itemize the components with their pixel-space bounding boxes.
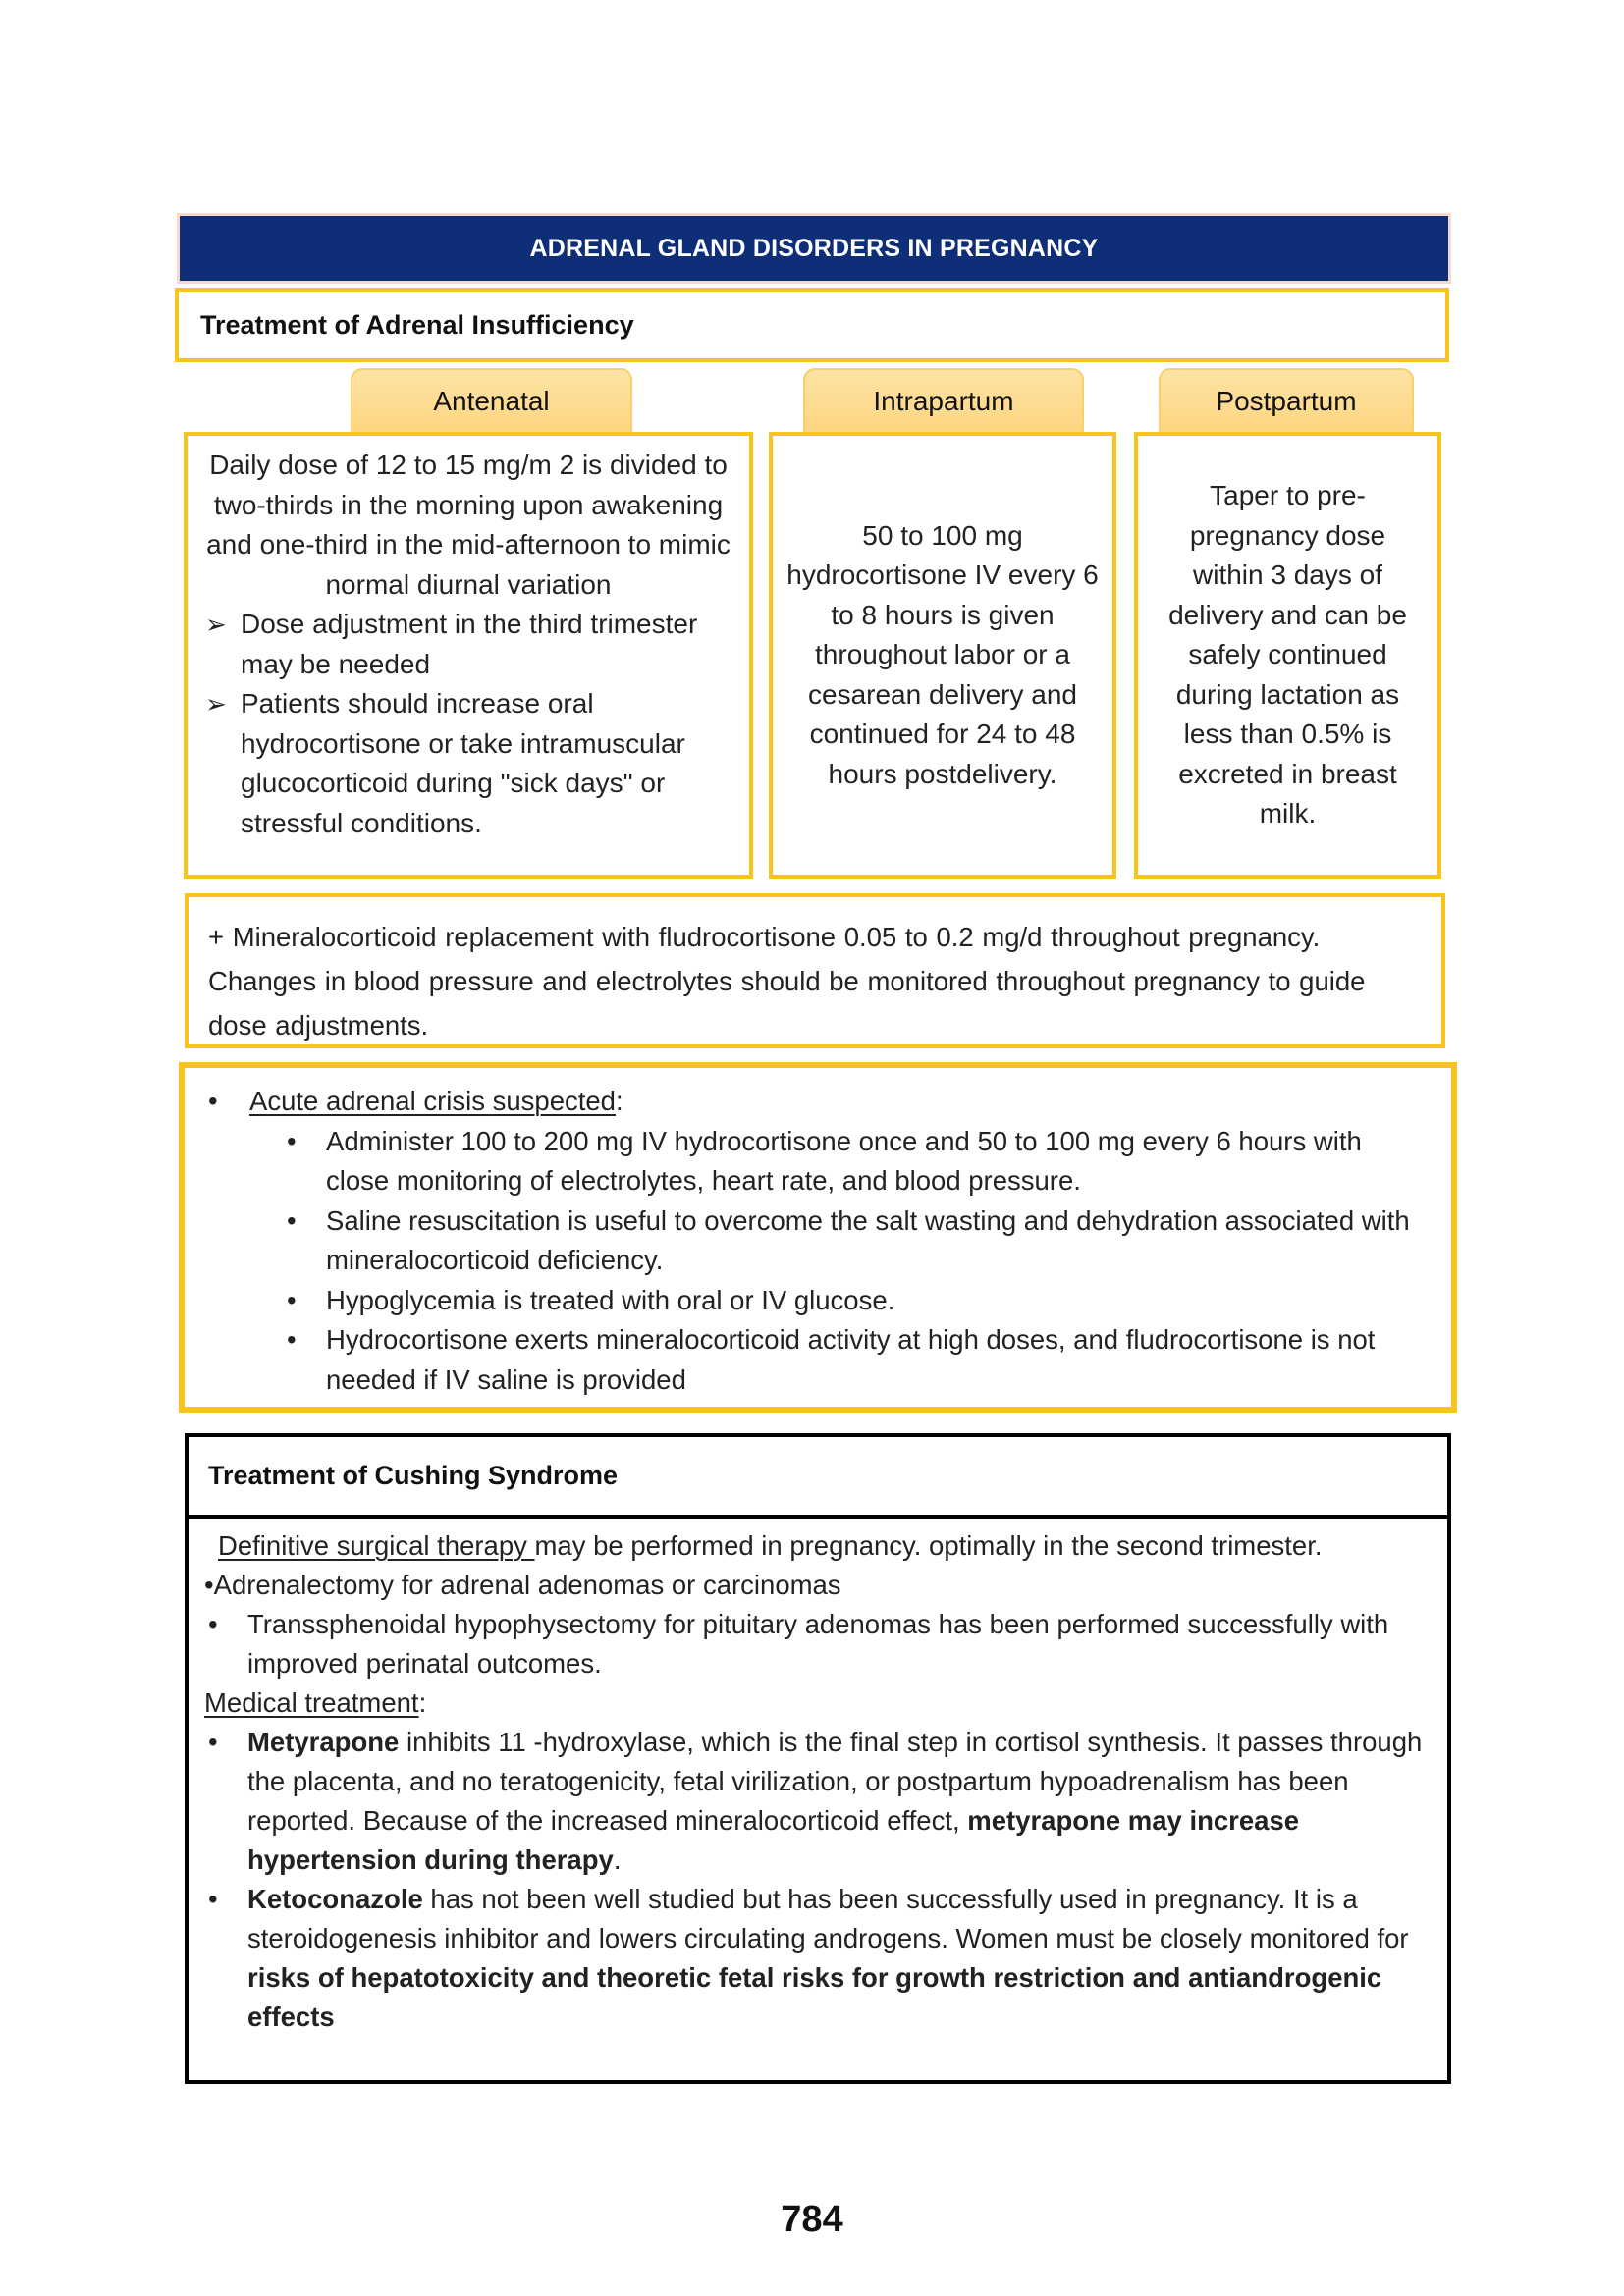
antenatal-box <box>184 432 753 879</box>
antenatal-bullet-text: Patients should increase oral hydrocortisone or take intramuscular glucocorticoid during "sick days" or stressful conditions. <box>241 688 685 838</box>
cushing-body <box>189 1519 1447 2037</box>
mineralocorticoid-note <box>185 893 1445 1048</box>
antenatal-text: Daily dose of 12 to 15 mg/m 2 is divided to two-thirds in the morning upon awakening and one-third in the mid-afternoon to mimic normal diurnal variation <box>206 450 731 600</box>
antenatal-bullet-text: Dose adjustment in the third trimester may be needed <box>241 609 698 679</box>
medical-colon: : <box>418 1687 427 1718</box>
cushing-header <box>189 1437 1447 1519</box>
medical-item-text <box>247 1723 1430 1880</box>
section-title: Treatment of Adrenal Insufficiency <box>200 309 634 340</box>
surgical-item <box>204 1605 1430 1683</box>
antenatal-bullet <box>203 605 733 684</box>
bullet-icon: • <box>208 1727 218 1757</box>
drug-text: inhibits 11 -hydroxylase, which is the final step in cortisol synthesis. It passes through the placenta, and no teratogenicity, fetal virilization, or postpartum hypoadrenalism has been reported. Because of the increased mineralocorticoid effect, <box>247 1727 1423 1836</box>
surgical-item: •Adrenalectomy for adrenal adenomas or carcinomas <box>204 1570 841 1600</box>
tab-antenatal: Antenatal <box>351 368 632 433</box>
bullet-icon: • <box>287 1125 297 1156</box>
list-item-text: Administer 100 to 200 mg IV hydrocortisone once and 50 to 100 mg every 6 hours with close monitoring of electrolytes, heart rate, and blood pressure. <box>326 1125 1362 1196</box>
cushing-title: Treatment of Cushing Syndrome <box>208 1461 619 1490</box>
postpartum-box <box>1134 432 1441 879</box>
list-item <box>281 1201 1432 1281</box>
acute-crisis-box <box>179 1062 1457 1413</box>
list-item <box>281 1320 1432 1400</box>
drug-end: . <box>613 1844 622 1875</box>
antenatal-bullet <box>203 684 733 843</box>
drug-text: has not been well studied but has been successfully used in pregnancy. It is a steroidogenesis inhibitor and lowers circulating androgens. Women must be closely monitored for <box>247 1884 1409 1953</box>
tab-intrapartum: Intrapartum <box>803 368 1084 433</box>
medical-item <box>204 1880 1430 2037</box>
acute-crisis-list <box>281 1122 1432 1401</box>
list-item <box>281 1281 1432 1321</box>
banner-inner <box>180 216 1448 281</box>
intrapartum-box <box>769 432 1116 879</box>
arrow-bullet-icon: ➢ <box>205 689 227 719</box>
medical-heading <box>204 1683 1430 1723</box>
medical-item-text <box>247 1880 1430 2037</box>
intrapartum-text: 50 to 100 mg hydrocortisone IV every 6 to 8 hours is given throughout labor or a cesarean delivery and continued for 24 to 48 hours postdelivery. <box>786 519 1099 789</box>
surgical-item-text: Transsphenoidal hypophysectomy for pituitary adenomas has been performed successfully with improved perinatal outcomes. <box>247 1609 1389 1679</box>
surgical-label: Definitive surgical therapy <box>218 1530 535 1561</box>
bullet-icon: • <box>208 1609 218 1639</box>
page-banner <box>177 213 1451 284</box>
surgical-text: may be performed in pregnancy. optimally in the second trimester. <box>534 1530 1323 1561</box>
list-item-text: Hydrocortisone exerts mineralocorticoid activity at high doses, and fludrocortisone is not needed if IV saline is provided <box>326 1324 1376 1395</box>
page-number: 784 <box>781 2199 843 2240</box>
bullet-icon: • <box>287 1204 297 1236</box>
surgical-paragraph <box>204 1526 1430 1566</box>
drug-name: Ketoconazole <box>247 1884 423 1914</box>
bullet-icon: • <box>287 1324 297 1355</box>
list-item <box>281 1122 1432 1201</box>
adrenal-insufficiency-header <box>175 288 1449 362</box>
bullet-icon: • <box>208 1086 218 1116</box>
medical-label: Medical treatment <box>204 1687 419 1718</box>
banner-title: ADRENAL GLAND DISORDERS IN PREGNANCY <box>529 234 1099 262</box>
tab-postpartum: Postpartum <box>1159 368 1414 433</box>
postpartum-text: Taper to pre-pregnancy dose within 3 days of delivery and can be safely continued during lactation as less than 0.5% is excreted in breast milk. <box>1168 480 1407 829</box>
mineralocorticoid-text: + Mineralocorticoid replacement with fludrocortisone 0.05 to 0.2 mg/d throughout pregnancy. Changes in blood pressure and electrolytes should be monitored throughout pregnancy to guide dose adjustments. <box>208 922 1366 1041</box>
acute-crisis-heading-text: Acute adrenal crisis suspected <box>249 1086 616 1116</box>
arrow-bullet-icon: ➢ <box>205 610 227 639</box>
acute-crisis-heading <box>202 1082 1432 1122</box>
heading-colon: : <box>615 1086 623 1116</box>
drug-name: Metyrapone <box>247 1727 400 1757</box>
drug-warning: metyrapone may increase hypertension during therapy <box>247 1805 1300 1875</box>
drug-warning: risks of hepatotoxicity and theoretic fetal risks for growth restriction and antiandrogenic effects <box>247 1962 1382 2032</box>
bullet-icon: • <box>208 1884 218 1914</box>
list-item-text: Hypoglycemia is treated with oral or IV glucose. <box>326 1284 895 1315</box>
medical-item <box>204 1723 1430 1880</box>
list-item-text: Saline resuscitation is useful to overcome the salt wasting and dehydration associated with mineralocorticoid deficiency. <box>326 1204 1410 1275</box>
cushing-box <box>185 1433 1451 2084</box>
bullet-icon: • <box>287 1284 297 1315</box>
